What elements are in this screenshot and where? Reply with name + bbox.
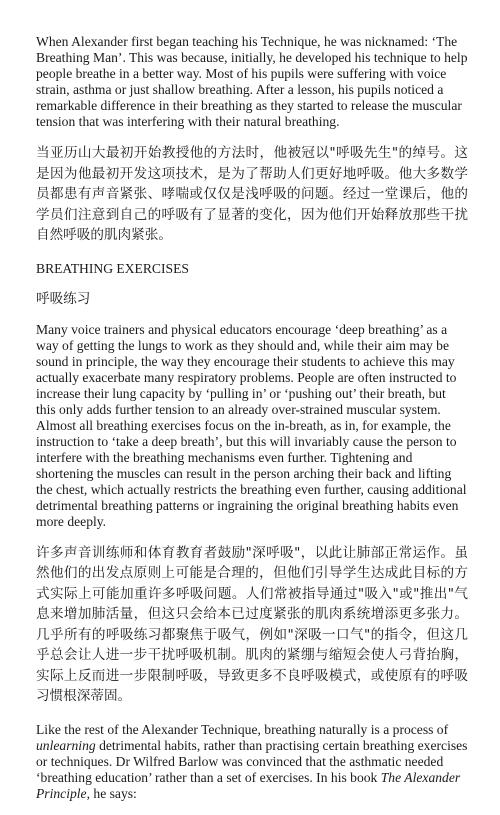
document-page bbox=[36, 34, 468, 815]
paragraph-intro-en: When Alexander first began teaching his Technique, he was nicknamed: ‘The Breathing Man’. This was because, initially, he developed his technique to help people breathe in a better way. Most of his pupils were suffering with voice strain, asthma or just shallow breathing. After a lesson, his pupils noticed a remarkable difference in their breathing as they started to release the muscular tension that was interfering with their natural breathing. bbox=[36, 34, 468, 129]
paragraph-exercises-en: Many voice trainers and physical educators encourage ‘deep breathing’ as a way of getting the lungs to work as they should and, while their aim may be sound in principle, the way they encourage their students to achieve this may actually exacerbate many respiratory problems. People are often instructed to increase their lung capacity by ‘pulling in’ or ‘pushing out’ their breath, but this only adds further tension to an already over-strained muscular system. Almost all breathing exercises focus on the in-breath, as in, for example, the instruction to ‘take a deep breath’, but this will invariably cause the person to interfere with the breathing mechanisms even further. Tightening and shortening the muscles can result in the person arching their back and lifting the chest, which actually restricts the breathing even further, causing additional detrimental breathing patterns or ingraining the original breathing habits even more deeply. bbox=[36, 321, 467, 529]
paragraph-text: detrimental habits, rather than practising certain breathing exercises or techniques. Dr Wilfred Barlow was convinced that the asthmatic needed ‘breathing education’ rather than a set of exercises. In his book bbox=[36, 737, 468, 785]
section-heading-en: BREATHING EXERCISES bbox=[36, 260, 189, 276]
section-heading-zh: 呼吸练习 bbox=[36, 290, 91, 307]
paragraph-text: Like the rest of the Alexander Technique, breathing naturally is a process of bbox=[36, 721, 449, 737]
book-title: The Alexander Principle bbox=[36, 769, 461, 801]
paragraph-text: , he says: bbox=[86, 785, 137, 801]
paragraph-intro-zh: 当亚历山大最初开始教授他的方法时，他被冠以"呼吸先生"的绰号。这是因为他最初开发这项技术，是为了帮助人们更好地呼吸。他大多数学员都患有声音紧张、哮喘或仅仅是浅呼吸的问题。经过一堂课后，他的学员们注意到自己的呼吸有了显著的变化，因为他们开始释放那些干扰自然呼吸的肌肉紧张。 bbox=[36, 145, 468, 243]
emphasis-unlearning: unlearning bbox=[36, 737, 96, 753]
paragraph-unlearning-en bbox=[36, 722, 468, 802]
paragraph-exercises-zh: 许多声音训练师和体育教育者鼓励"深呼吸"，以此让肺部正常运作。虽然他们的出发点原则上可能是合理的，但他们引导学生达成此目标的方式实际上可能加重许多呼吸问题。人们常被指导通过"吸入"或"推出"气息来增加肺活量，但这只会给本已过度紧张的肌肉系统增添更多张力。几乎所有的呼吸练习都聚焦于吸气，例如"深吸一口气"的指令，但这几乎总会让人进一步干扰呼吸机制。肌肉的紧绷与缩短会使人弓背抬胸，实际上反而进一步限制呼吸，导致更多不良呼吸模式，或使原有的呼吸习惯根深蒂固。 bbox=[36, 544, 468, 704]
